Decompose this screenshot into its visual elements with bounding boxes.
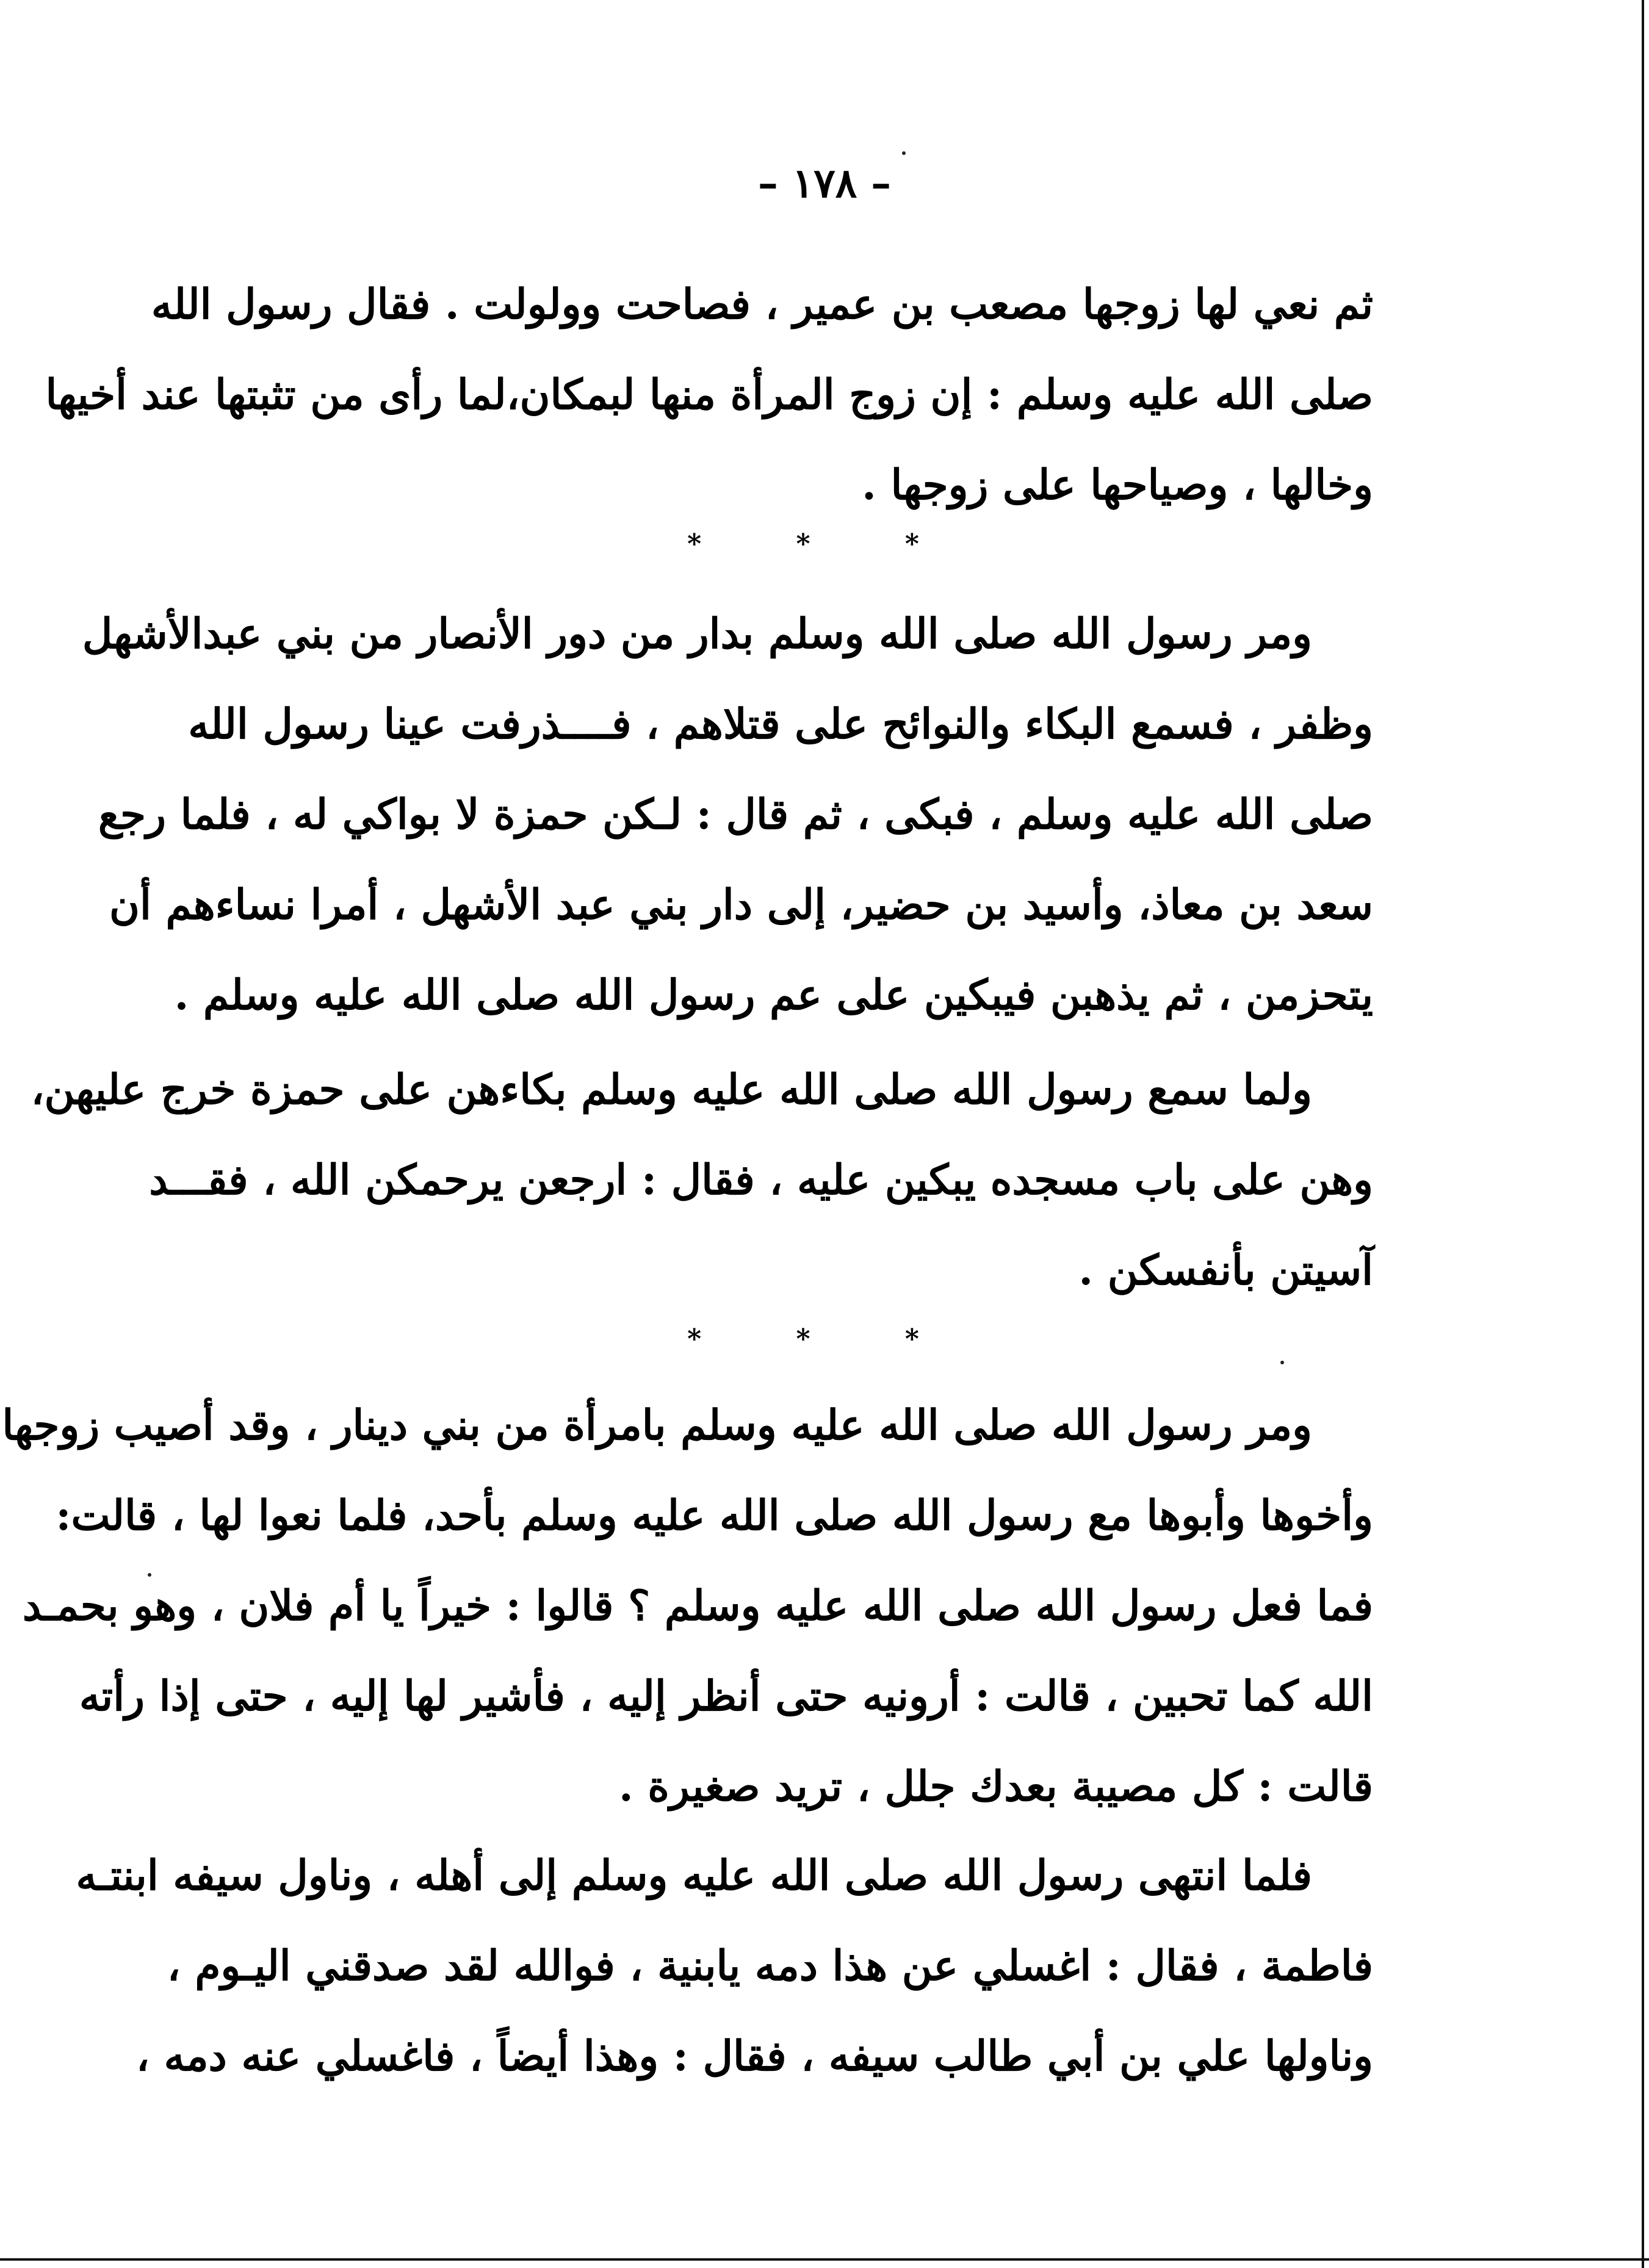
scan-speck xyxy=(1280,1361,1284,1364)
text-line: فلما انتهى رسول الله صلى الله عليه وسلم إلى أهله ، وناول سيفه ابنتـه xyxy=(76,1851,1312,1900)
text-line: آسيتن بأنفسكن . xyxy=(1078,1246,1373,1295)
paragraph-1 xyxy=(45,259,1373,530)
text-line: ومر رسول الله صلى الله وسلم بدار من دور الأنصار من بني عبدالأشهل xyxy=(82,610,1312,658)
page-edge-right xyxy=(1642,0,1644,2268)
text-line: وناولها علي بن أبي طالب سيفه ، فقال : وهذا أيضاً ، فاغسلي عنه دمه ، xyxy=(136,2032,1373,2081)
text-line: يتحزمن ، ثم يذهبن فيبكين على عم رسول الله صلى الله عليه وسلم . xyxy=(174,971,1373,1020)
section-separator: * * * xyxy=(687,528,962,560)
text-line: ولما سمع رسول الله صلى الله عليه وسلم بكاءهن على حمزة خرج عليهن، xyxy=(31,1065,1312,1114)
text-line: ثم نعي لها زوجها مصعب بن عمير ، فصاحت وولولت . فقال رسول الله xyxy=(151,280,1373,329)
page-edge-bottom xyxy=(0,2258,1649,2261)
text-line: قالت : كل مصيبة بعدك جلل ، تريد صغيرة . xyxy=(618,1762,1373,1811)
paragraph-2 xyxy=(82,589,1373,1040)
text-line: صلى الله عليه وسلم : إن زوج المرأة منها لبمكان،لما رأى من تثبتها عند أخيها xyxy=(45,370,1373,419)
text-line: صلى الله عليه وسلم ، فبكى ، ثم قال : لـكن حمزة لا بواكي له ، فلما رجع xyxy=(98,790,1373,839)
text-line: ومر رسول الله صلى الله عليه وسلم بامرأة من بني دينار ، وقد أصيب زوجها xyxy=(2,1401,1312,1450)
section-separator: * * * xyxy=(687,1323,962,1355)
text-line: وظفر ، فسمع البكاء والنوائح على قتلاهم ، فــــذرفت عينا رسول الله xyxy=(188,700,1373,749)
paragraph-3 xyxy=(31,1045,1373,1316)
paragraph-4 xyxy=(2,1380,1373,1832)
text-line: فاطمة ، فقال : اغسلي عن هذا دمه يابنية ، فوالله لقد صدقني اليـوم ، xyxy=(167,1942,1373,1990)
paragraph-5 xyxy=(76,1831,1373,2101)
text-line: وهن على باب مسجده يبكين عليه ، فقال : ارجعن يرحمكن الله ، فقـــد xyxy=(149,1156,1373,1204)
text-line: وخالها ، وصياحها على زوجها . xyxy=(862,461,1373,509)
scan-speck xyxy=(902,151,906,155)
text-line: سعد بن معاذ، وأسيد بن حضير، إلى دار بني عبد الأشهل ، أمرا نساءهم أن xyxy=(109,880,1373,929)
scan-speck xyxy=(148,1573,151,1577)
text-line: وأخوها وأبوها مع رسول الله صلى الله عليه وسلم بأحد، فلما نعوا لها ، قالت: xyxy=(56,1491,1373,1540)
text-line: الله كما تحبين ، قالت : أرونيه حتى أنظر إليه ، فأشير لها إليه ، حتى إذا رأته xyxy=(79,1672,1373,1721)
text-line: فما فعل رسول الله صلى الله عليه وسلم ؟ قالوا : خيراً يا أم فلان ، وهو بحمـد xyxy=(22,1582,1373,1630)
page-number: – ١٧٨ – xyxy=(757,159,892,207)
